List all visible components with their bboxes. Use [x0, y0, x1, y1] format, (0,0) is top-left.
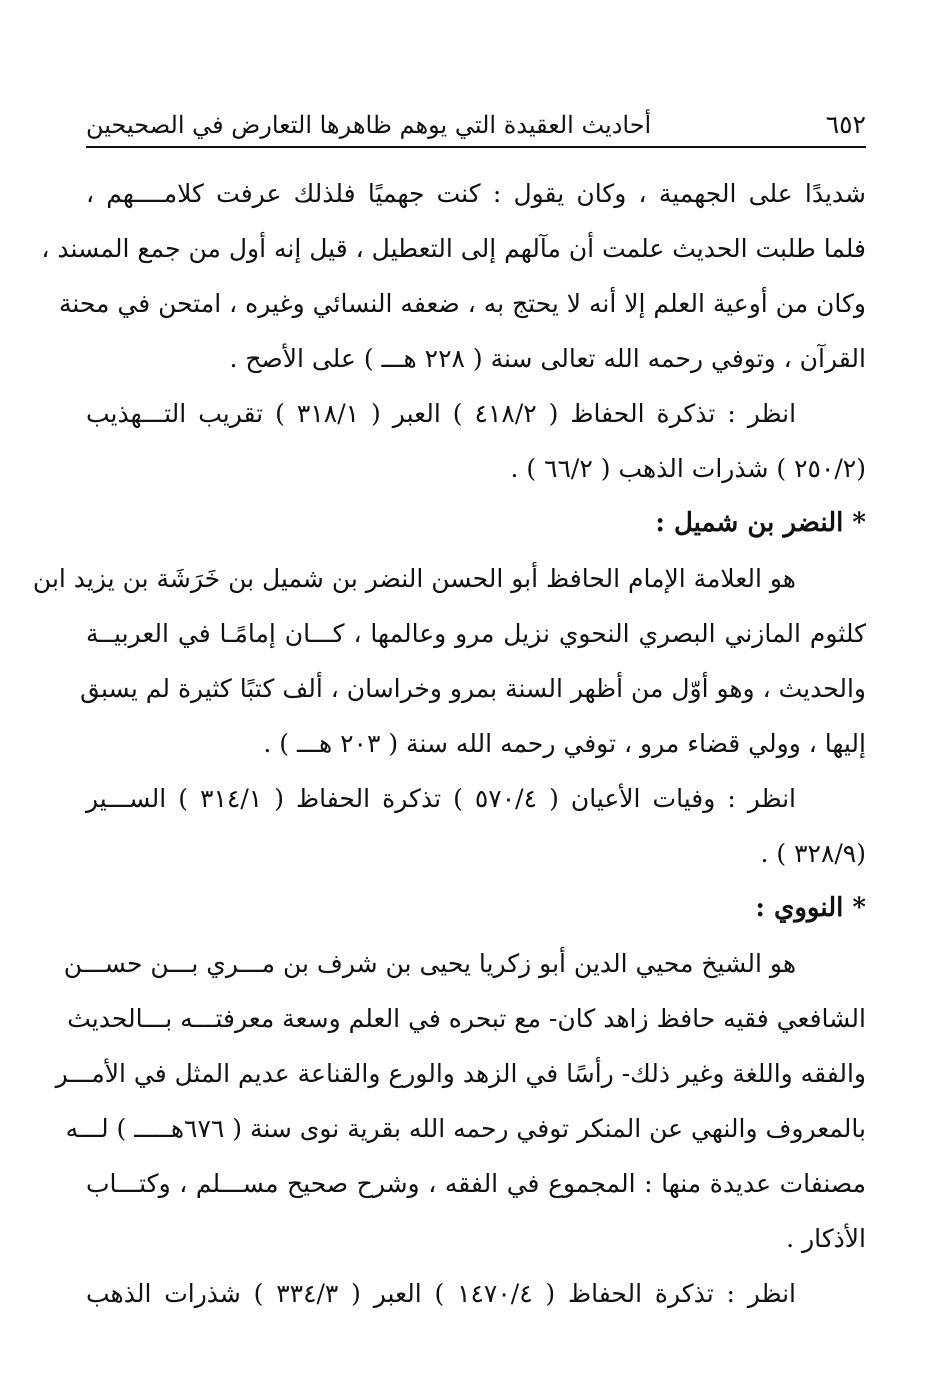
reference-line: انظر : تذكرة الحفاظ ( ١٤٧٠/٤ ) العبر ( ٣٣٤/٣ ) شذرات الذهب: [86, 1279, 796, 1308]
reference-line: (٣٢٨/٩ ) .: [760, 839, 866, 868]
reference-line: انظر : وفيات الأعيان ( ٥٧٠/٤ ) تذكرة الحفاظ ( ٣١٤/١ ) الســـير: [86, 784, 796, 813]
paragraph-continued: [41, 166, 866, 386]
biography-paragraph: [55, 936, 866, 1266]
text-line: إليها ، وولي قضاء مرو ، توفي رحمه الله سنة ( ٢٠٣ هـــ ) .: [263, 729, 866, 758]
page-header: [86, 108, 866, 148]
text-line: بالمعروف والنهي عن المنكر توفي رحمه الله بقرية نوى سنة ( ٦٧٦هـــــ ) لـــه: [65, 1114, 866, 1143]
biography-heading: * النضر بن شميل :: [655, 508, 866, 538]
text-line: مصنفات عديدة منها : المجموع في الفقه ، وشرح صحيح مســـلم ، وكتـــاب: [86, 1169, 866, 1198]
biography-heading: * النووي :: [755, 893, 866, 923]
text-line: الأذكار .: [786, 1224, 866, 1253]
reference-line: انظر : تذكرة الحفاظ ( ٤١٨/٢ ) العبر ( ٣١٨/١ ) تقريب التـــهذيب: [86, 399, 797, 428]
text-line: والفقه واللغة وغير ذلك- رأسًا في الزهد والورع والقناعة عديم المثل في الأمـــر: [55, 1059, 866, 1088]
reference-block: [86, 771, 866, 881]
running-title: أحاديث العقيدة التي يوهم ظاهرها التعارض في الصحيحين: [86, 111, 652, 139]
text-line: القرآن ، وتوفي رحمه الله تعالى سنة ( ٢٢٨ هـــ ) على الأصح .: [229, 344, 866, 373]
text-line: فلما طلبت الحديث علمت أن مآلهم إلى التعطيل ، قيل إنه أول من جمع المسند ،: [41, 234, 866, 263]
reference-block: [86, 1266, 866, 1321]
text-line: وكان من أوعية العلم إلا أنه لا يحتج به ، ضعفه النسائي وغيره ، امتحن في محنة: [58, 289, 866, 318]
text-line: كلثوم المازني البصري النحوي نزيل مرو وعالمها ، كـــان إمامًـا في العربيــة: [86, 619, 866, 648]
page-number: ٦٥٢: [825, 110, 866, 139]
page-body: [32, 166, 866, 1321]
text-line: والحديث ، وهو أوّل من أظهر السنة بمرو وخراسان ، ألف كتبًا كثيرة لم يسبق: [80, 674, 866, 703]
text-line: الشافعي فقيه حافظ زاهد كان- مع تبحره في العلم وسعة معرفتـــه بـــالحديث: [67, 1004, 866, 1033]
reference-block: [86, 386, 866, 496]
text-line: شديدًا على الجهمية ، وكان يقول : كنت جهميًا فلذلك عرفت كلامــــهم ،: [86, 179, 866, 208]
text-line: هو العلامة الإمام الحافظ أبو الحسن النضر بن شميل بن خَرَشَة بن يزيد ابن: [32, 564, 796, 593]
text-line: هو الشيخ محيي الدين أبو زكريا يحيى بن شرف بن مـــري بـــن حســـن: [63, 949, 796, 978]
reference-line: (٢٥٠/٢ ) شذرات الذهب ( ٦٦/٢ ) .: [510, 454, 866, 483]
biography-paragraph: [32, 551, 866, 771]
